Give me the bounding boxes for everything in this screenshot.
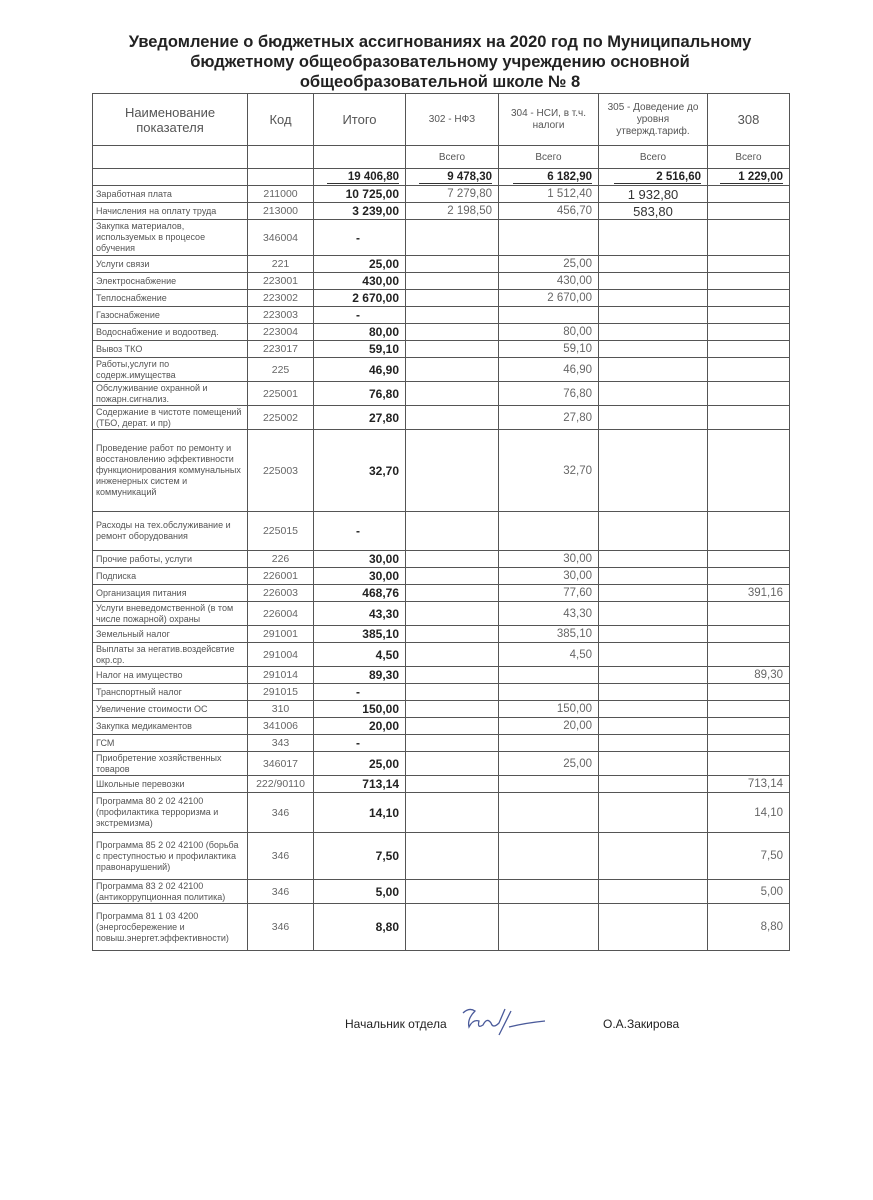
row-302 [406,684,499,701]
header-name: Наименование показателя [93,94,248,146]
row-308: 713,14 [708,776,790,793]
row-304 [499,793,599,833]
header-304: 304 - НСИ, в т.ч. налоги [499,94,599,146]
row-total: 14,10 [314,793,406,833]
row-305 [599,551,708,568]
table-row [93,585,790,602]
row-name: Работы,услуги по содерж.имущества [93,358,248,382]
row-304: 76,80 [499,382,599,406]
header-code: Код [248,94,314,146]
row-305 [599,776,708,793]
row-308 [708,220,790,256]
table-row [93,186,790,203]
row-305 [599,735,708,752]
row-305 [599,701,708,718]
row-302 [406,667,499,684]
row-302 [406,602,499,626]
header-total: Итого [314,94,406,146]
row-305 [599,793,708,833]
row-name: Содержание в чистоте помещений (ТБО, дерат. и пр) [93,406,248,430]
row-total: 2 670,00 [314,290,406,307]
row-302 [406,904,499,951]
table-row [93,220,790,256]
row-code: 226004 [248,602,314,626]
row-304: 77,60 [499,585,599,602]
row-code: 222/90110 [248,776,314,793]
row-302 [406,643,499,667]
row-302 [406,752,499,776]
row-name: Вывоз ТКО [93,341,248,358]
row-total: 7,50 [314,833,406,880]
row-305 [599,585,708,602]
row-308 [708,735,790,752]
table-row [93,568,790,585]
row-code: 346 [248,793,314,833]
row-302 [406,341,499,358]
row-name: Теплоснабжение [93,290,248,307]
subheader-305: Всего [599,146,708,169]
row-name: Услуги вневедомственной (в том числе пожарной) охраны [93,602,248,626]
table-row [93,290,790,307]
row-total: 150,00 [314,701,406,718]
row-name: Программа 80 2 02 42100 (профилактика терроризма и экстремизма) [93,793,248,833]
row-308 [708,203,790,220]
table-row [93,752,790,776]
row-308: 7,50 [708,833,790,880]
row-total: 713,14 [314,776,406,793]
row-name: Прочие работы, услуги [93,551,248,568]
row-308 [708,512,790,551]
row-total: 80,00 [314,324,406,341]
row-308: 391,16 [708,585,790,602]
row-302: 2 198,50 [406,203,499,220]
row-total: - [314,220,406,256]
row-308 [708,256,790,273]
row-code: 225001 [248,382,314,406]
row-total: 3 239,00 [314,203,406,220]
row-305 [599,602,708,626]
row-304 [499,220,599,256]
table-row [93,430,790,512]
row-code: 291014 [248,667,314,684]
signer-position: Начальник отдела [345,1017,447,1031]
row-308: 14,10 [708,793,790,833]
row-302 [406,382,499,406]
row-305 [599,256,708,273]
row-total: 25,00 [314,256,406,273]
row-304: 150,00 [499,701,599,718]
row-305 [599,406,708,430]
row-308: 8,80 [708,904,790,951]
row-total: - [314,307,406,324]
row-308 [708,568,790,585]
row-308 [708,341,790,358]
row-name: Услуги связи [93,256,248,273]
row-name: Увеличение стоимости ОС [93,701,248,718]
row-308 [708,186,790,203]
row-code: 225002 [248,406,314,430]
row-code: 225003 [248,430,314,512]
row-302 [406,585,499,602]
sum-305: 2 516,60 [614,171,701,184]
row-304: 32,70 [499,430,599,512]
row-302 [406,290,499,307]
row-304 [499,880,599,904]
row-304 [499,833,599,880]
row-code: 223017 [248,341,314,358]
table-row [93,382,790,406]
row-305 [599,512,708,551]
header-302: 302 - НФЗ [406,94,499,146]
row-total: 30,00 [314,551,406,568]
row-name: Начисления на оплату труда [93,203,248,220]
row-305 [599,430,708,512]
row-305 [599,220,708,256]
row-code: 226 [248,551,314,568]
signature-icon [455,1005,565,1041]
row-name: Заработная плата [93,186,248,203]
row-305 [599,643,708,667]
table-row [93,406,790,430]
row-302 [406,551,499,568]
row-305 [599,341,708,358]
title-line-2: бюджетному общеобразовательному учреждению основной [190,53,690,71]
row-code: 346 [248,833,314,880]
row-total: 430,00 [314,273,406,290]
row-total: 385,10 [314,626,406,643]
row-304 [499,307,599,324]
row-code: 291015 [248,684,314,701]
row-304: 46,90 [499,358,599,382]
row-304 [499,684,599,701]
row-code: 291004 [248,643,314,667]
title-line-1: Уведомление о бюджетных ассигнованиях на 2020 год по Муниципальному [128,33,752,51]
row-305: 583,80 [599,203,708,220]
row-304: 80,00 [499,324,599,341]
row-total: 4,50 [314,643,406,667]
row-302 [406,256,499,273]
row-name: Школьные перевозки [93,776,248,793]
row-name: Программа 83 2 02 42100 (антикоррупционная политика) [93,880,248,904]
row-308: 5,00 [708,880,790,904]
row-total: 89,30 [314,667,406,684]
signer-name: О.А.Закирова [603,1017,680,1031]
row-308 [708,406,790,430]
table-row [93,626,790,643]
row-305: 1 932,80 [599,186,708,203]
row-305 [599,904,708,951]
row-total: 8,80 [314,904,406,951]
row-302 [406,220,499,256]
row-304: 30,00 [499,568,599,585]
row-308 [708,290,790,307]
table-row [93,203,790,220]
row-308 [708,551,790,568]
sum-308: 1 229,00 [720,171,783,184]
row-name: Водоснабжение и водоотвед. [93,324,248,341]
table-row [93,718,790,735]
row-name: Приобретение хозяйственных товаров [93,752,248,776]
table-row [93,256,790,273]
table-row [93,602,790,626]
row-304: 4,50 [499,643,599,667]
table-row [93,512,790,551]
table-row [93,833,790,880]
row-name: Газоснабжение [93,307,248,324]
row-code: 291001 [248,626,314,643]
row-304: 456,70 [499,203,599,220]
row-305 [599,307,708,324]
row-name: Подписка [93,568,248,585]
title-line-3: общеобразовательной школе № 8 [299,73,581,91]
row-302 [406,735,499,752]
row-code: 346 [248,904,314,951]
row-total: 27,80 [314,406,406,430]
row-total: 25,00 [314,752,406,776]
sum-total: 19 406,80 [327,171,399,184]
row-308 [708,626,790,643]
subheader-302: Всего [406,146,499,169]
row-302 [406,793,499,833]
row-304: 25,00 [499,752,599,776]
row-total: - [314,735,406,752]
row-308 [708,602,790,626]
row-305 [599,684,708,701]
row-total: 46,90 [314,358,406,382]
row-304 [499,667,599,684]
row-308 [708,752,790,776]
row-code: 213000 [248,203,314,220]
row-code: 225015 [248,512,314,551]
row-code: 225 [248,358,314,382]
row-305 [599,273,708,290]
table-row [93,551,790,568]
sum-304: 6 182,90 [513,171,592,184]
row-304: 59,10 [499,341,599,358]
row-305 [599,626,708,643]
document-title [90,32,790,92]
row-304: 2 670,00 [499,290,599,307]
signature-block [345,1017,680,1031]
row-name: Закупка медикаментов [93,718,248,735]
row-name: ГСМ [93,735,248,752]
row-304: 30,00 [499,551,599,568]
row-total: 468,76 [314,585,406,602]
row-name: Транспортный налог [93,684,248,701]
row-total: 20,00 [314,718,406,735]
row-name: Расходы на тех.обслуживание и ремонт оборудования [93,512,248,551]
header-row [93,94,790,146]
table-row [93,701,790,718]
row-308 [708,273,790,290]
row-name: Организация питания [93,585,248,602]
row-code: 223003 [248,307,314,324]
row-308 [708,324,790,341]
table-row [93,667,790,684]
row-302 [406,776,499,793]
row-305 [599,382,708,406]
table-row [93,358,790,382]
row-302 [406,626,499,643]
row-302 [406,880,499,904]
table-row [93,307,790,324]
row-code: 346004 [248,220,314,256]
table-row [93,776,790,793]
table-row [93,643,790,667]
row-305 [599,880,708,904]
header-305: 305 - Доведение до уровня утвержд.тариф. [599,94,708,146]
row-308: 89,30 [708,667,790,684]
table-row [93,735,790,752]
row-304: 20,00 [499,718,599,735]
row-name: Программа 85 2 02 42100 (борьба с преступностью и профилактика правонарушений) [93,833,248,880]
row-308 [708,358,790,382]
row-302 [406,324,499,341]
budget-table [92,93,790,951]
row-total: 76,80 [314,382,406,406]
table-row [93,904,790,951]
row-name: Проведение работ по ремонту и восстановлению эффективности функционирования коммунальных инженерных систем и коммуникаций [93,430,248,512]
row-305 [599,290,708,307]
row-302 [406,358,499,382]
row-305 [599,752,708,776]
row-code: 223002 [248,290,314,307]
row-total: 43,30 [314,602,406,626]
table-row [93,324,790,341]
row-302 [406,833,499,880]
row-code: 211000 [248,186,314,203]
sums-row [93,169,790,186]
row-302 [406,273,499,290]
row-total: 32,70 [314,430,406,512]
row-name: Земельный налог [93,626,248,643]
row-name: Электроснабжение [93,273,248,290]
table-row [93,880,790,904]
row-304: 430,00 [499,273,599,290]
row-304: 27,80 [499,406,599,430]
row-305 [599,667,708,684]
row-304: 43,30 [499,602,599,626]
row-305 [599,358,708,382]
subheader-308: Всего [708,146,790,169]
row-304 [499,776,599,793]
row-total: 5,00 [314,880,406,904]
header-308: 308 [708,94,790,146]
row-code: 223004 [248,324,314,341]
row-304: 1 512,40 [499,186,599,203]
row-name: Налог на имущество [93,667,248,684]
row-code: 343 [248,735,314,752]
row-code: 346 [248,880,314,904]
row-305 [599,718,708,735]
row-302 [406,512,499,551]
row-total: - [314,684,406,701]
row-302 [406,718,499,735]
row-total: 10 725,00 [314,186,406,203]
table-row [93,793,790,833]
table-row [93,684,790,701]
row-302 [406,568,499,585]
row-305 [599,833,708,880]
row-name: Закупка материалов, используемых в процесое обучения [93,220,248,256]
row-305 [599,568,708,585]
row-308 [708,430,790,512]
row-308 [708,718,790,735]
row-total: 30,00 [314,568,406,585]
row-name: Программа 81 1 03 4200 (энергосбережение и повыш.энергет.эффективности) [93,904,248,951]
row-302: 7 279,80 [406,186,499,203]
row-code: 221 [248,256,314,273]
row-304: 385,10 [499,626,599,643]
row-304 [499,512,599,551]
row-305 [599,324,708,341]
row-total: - [314,512,406,551]
subheader-304: Всего [499,146,599,169]
sum-302: 9 478,30 [419,171,492,184]
row-code: 223001 [248,273,314,290]
row-code: 310 [248,701,314,718]
row-code: 346017 [248,752,314,776]
row-308 [708,701,790,718]
row-308 [708,643,790,667]
row-total: 59,10 [314,341,406,358]
row-name: Выплаты за негатив.воздейсвтие окр.ср. [93,643,248,667]
row-304 [499,904,599,951]
row-308 [708,684,790,701]
row-308 [708,307,790,324]
row-302 [406,430,499,512]
row-308 [708,382,790,406]
row-304 [499,735,599,752]
row-302 [406,701,499,718]
row-304: 25,00 [499,256,599,273]
row-code: 226001 [248,568,314,585]
table-row [93,273,790,290]
row-code: 341006 [248,718,314,735]
table-row [93,341,790,358]
row-302 [406,406,499,430]
row-name: Обслуживание охранной и пожарн.сигнализ. [93,382,248,406]
row-code: 226003 [248,585,314,602]
subheader-row [93,146,790,169]
row-302 [406,307,499,324]
